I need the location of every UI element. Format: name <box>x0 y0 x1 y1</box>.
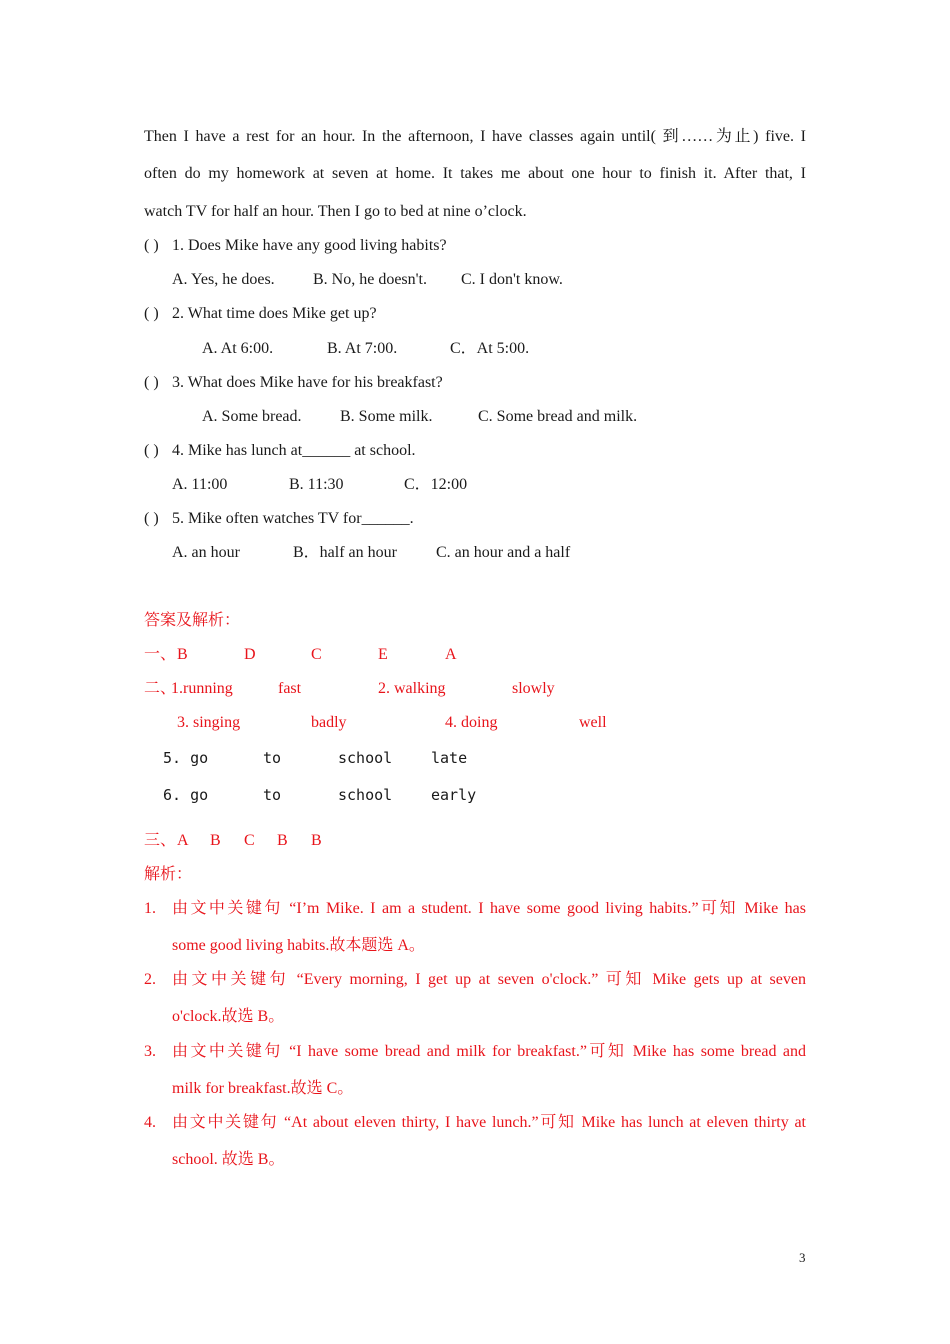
question-2-option-a: A. At 6:00. <box>202 340 274 357</box>
question-2-option-b: B. At 7:00. <box>327 340 398 357</box>
analysis-3-number: 3. <box>144 1043 156 1060</box>
analysis-3-line2: milk for breakfast.故选 C。 <box>172 1080 354 1097</box>
question-5-option-b: B．half an hour <box>293 544 397 561</box>
question-3-option-c: C. Some bread and milk. <box>478 408 638 425</box>
analysis-4-line1: 由文中关键句 “At about eleven thirty, I have lunch.”可知 Mike has lunch at eleven thirty at <box>172 1114 806 1131</box>
part2-row1-word4: slowly <box>512 680 555 697</box>
answers-heading: 答案及解析： <box>144 612 241 629</box>
analysis-3-line1: 由文中关键句 “I have some bread and milk for breakfast.”可知 Mike has some bread and <box>172 1043 806 1060</box>
question-4-option-b: B. 11:30 <box>289 476 344 493</box>
analysis-4-number: 4. <box>144 1114 156 1131</box>
analysis-2-line1: 由文中关键句 “Every morning, I get up at seven o'clock.” 可知 Mike gets up at seven <box>172 971 806 988</box>
part1-answer-3: C <box>311 646 322 663</box>
part2-row2-word1: 3. singing <box>177 714 241 731</box>
part3-answer-4: B <box>277 832 288 849</box>
question-2-bracket: ( ) <box>144 305 159 322</box>
analysis-1-number: 1. <box>144 900 156 917</box>
question-3-stem: 3. What does Mike have for his breakfast? <box>172 374 443 391</box>
question-5-stem: 5. Mike often watches TV for______. <box>172 510 414 527</box>
question-4-bracket: ( ) <box>144 442 159 459</box>
question-3-option-a: A. Some bread. <box>202 408 302 425</box>
question-4-option-a: A. 11:00 <box>172 476 228 493</box>
question-3-bracket: ( ) <box>144 374 159 391</box>
analysis-2-number: 2. <box>144 971 156 988</box>
question-5-bracket: ( ) <box>144 510 159 527</box>
part2-row2-word4: well <box>579 714 607 731</box>
question-1-option-b: B. No, he doesn't. <box>313 271 427 288</box>
question-2-option-c: C．At 5:00. <box>450 340 530 357</box>
question-4-option-c: C．12:00 <box>404 476 468 493</box>
analysis-1-line2: some good living habits.故本题选 A。 <box>172 937 425 954</box>
part1-answer-4: E <box>378 646 388 663</box>
part2-row3-word3: school <box>338 749 393 767</box>
part2-row4-word3: school <box>338 786 393 804</box>
question-5-option-c: C. an hour and a half <box>436 544 571 561</box>
analysis-1-line1: 由文中关键句 “I’m Mike. I am a student. I have some good living habits.”可知 Mike has <box>172 900 806 917</box>
part2-row2-word3: 4. doing <box>445 714 498 731</box>
analysis-heading: 解析： <box>144 866 193 883</box>
part2-row4-word4: early <box>431 786 477 804</box>
part1-answer-5: A <box>445 646 457 663</box>
part2-label: 二、 <box>144 680 177 697</box>
part3-answer-2: B <box>210 832 221 849</box>
part2-row2-word2: badly <box>311 714 347 731</box>
part2-row1-word1: 1.running <box>171 680 233 697</box>
part2-row3-word4: late <box>431 749 468 767</box>
question-1-bracket: ( ) <box>144 237 159 254</box>
question-4-stem: 4. Mike has lunch at______ at school. <box>172 442 416 459</box>
part2-row3-word1: 5. go <box>163 749 209 767</box>
question-1-option-a: A. Yes, he does. <box>172 271 275 288</box>
part2-row1-word3: 2. walking <box>378 680 446 697</box>
analysis-2-line2: o'clock.故选 B。 <box>172 1008 285 1025</box>
page-number: 3 <box>799 1250 806 1265</box>
passage-line-1: Then I have a rest for an hour. In the afternoon, I have classes again until( 到……为止) five. I <box>144 128 806 145</box>
question-1-option-c: C. I don't know. <box>461 271 563 288</box>
part3-answer-5: B <box>311 832 322 849</box>
part3-label: 三、 <box>144 832 177 849</box>
part1-answer-1: B <box>177 646 188 663</box>
part3-answer-3: C <box>244 832 255 849</box>
part1-answer-2: D <box>244 646 256 663</box>
part2-row1-word2: fast <box>278 680 302 697</box>
part2-row4-word2: to <box>263 786 282 804</box>
question-1-stem: 1. Does Mike have any good living habits? <box>172 237 447 254</box>
part2-row3-word2: to <box>263 749 282 767</box>
question-3-option-b: B. Some milk. <box>340 408 433 425</box>
question-2-stem: 2. What time does Mike get up? <box>172 305 377 322</box>
passage-line-2: often do my homework at seven at home. It takes me about one hour to finish it. After that, I <box>144 165 806 182</box>
question-5-option-a: A. an hour <box>172 544 240 561</box>
part1-label: 一、 <box>144 646 177 663</box>
part3-answer-1: A <box>177 832 189 849</box>
part2-row4-word1: 6. go <box>163 786 209 804</box>
passage-line-3: watch TV for half an hour. Then I go to bed at nine o’clock. <box>144 203 527 220</box>
analysis-4-line2: school. 故选 B。 <box>172 1151 285 1168</box>
